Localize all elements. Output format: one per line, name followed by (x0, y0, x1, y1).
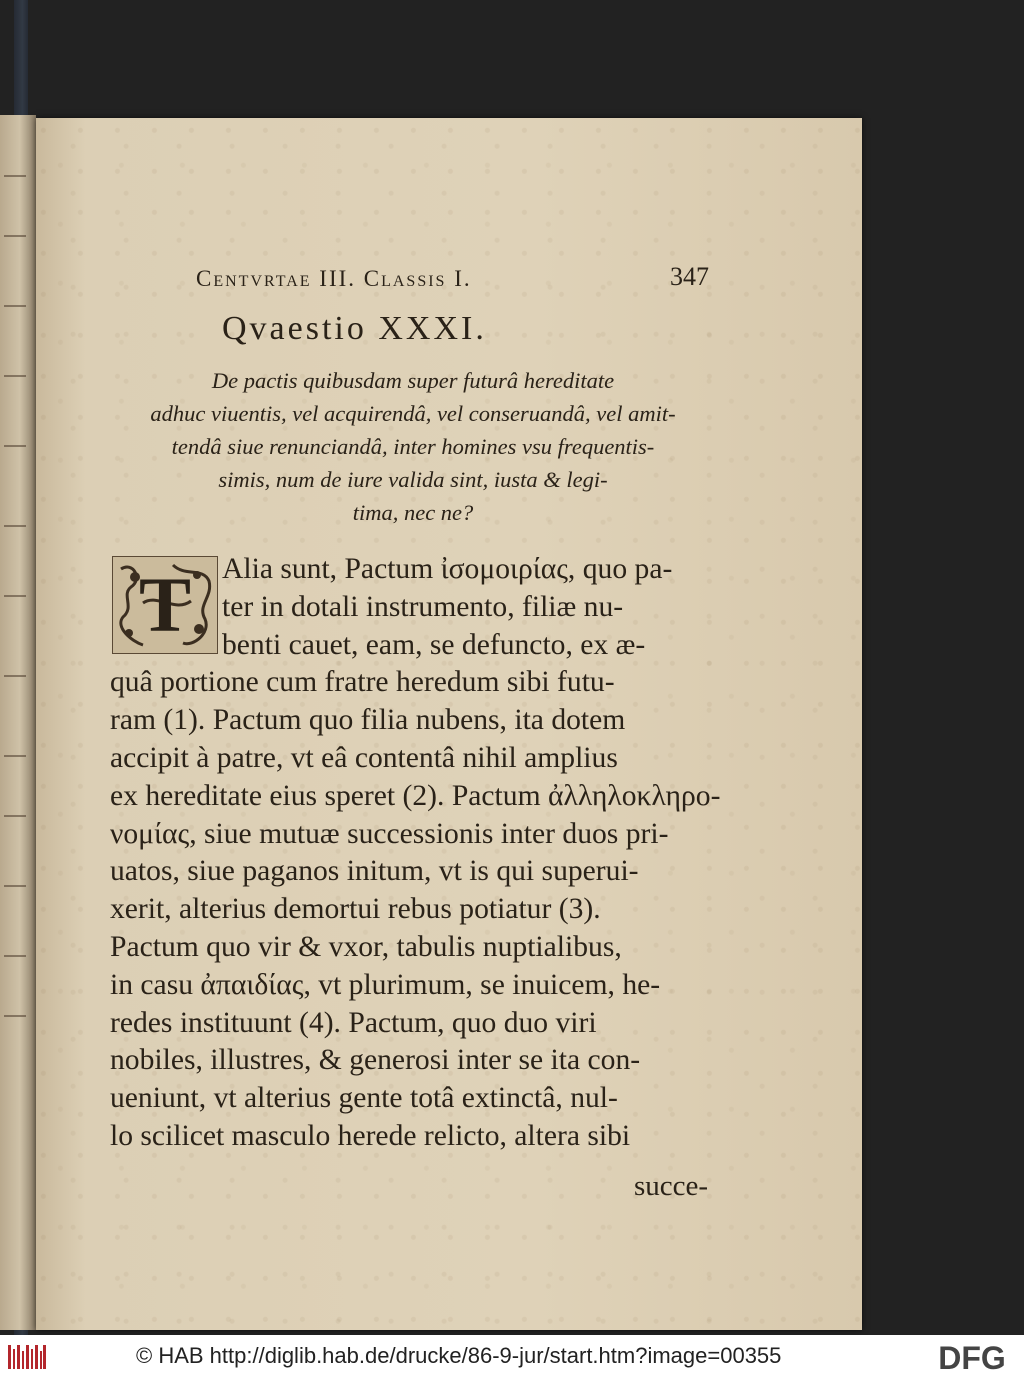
body-line: ex hereditate eius speret (2). Pactum ἀλληλοκληρο- (110, 779, 721, 812)
body-line: in casu ἀπαιδίας, vt plurimum, se inuicem, he- (110, 968, 661, 1001)
subtitle-line: simis, num de iure valida sint, iusta & legi- (218, 467, 608, 492)
body-line: ram (1). Pactum quo filia nubens, ita dotem (110, 704, 626, 737)
question-title: Qvaestio XXXI. (222, 310, 487, 347)
subtitle-line: tima, nec ne? (352, 500, 474, 525)
body-line: uatos, siue paganos initum, vt is qui superui- (110, 855, 639, 888)
body-line: redes instituunt (4). Pactum, quo duo viri (110, 1006, 597, 1039)
subtitle-line: adhuc viuentis, vel acquirendâ, vel conseruandâ, vel amit- (150, 401, 676, 426)
viewer-footer (0, 1335, 1024, 1378)
body-line: νομίας, siue mutuæ successionis inter duos pri- (110, 817, 669, 850)
body-line: accipit à patre, vt eâ contentâ nihil amplius (110, 741, 618, 774)
body-line: benti cauet, eam, se defuncto, ex æ- (222, 628, 646, 661)
body-line: xerit, alterius demortui rebus potiatur (3). (110, 893, 601, 926)
book-page (36, 118, 862, 1330)
dfg-logo-text: DFG (938, 1341, 1006, 1373)
page-number: 347 (670, 262, 709, 291)
subtitle-line: tendâ siue renunciandâ, inter homines vsu frequentis- (171, 434, 655, 459)
subtitle-line: De pactis quibusdam super futurâ hereditate (211, 368, 615, 393)
adjacent-page-edge (0, 115, 36, 1330)
body-line: ter in dotali instrumento, filiæ nu- (222, 590, 624, 623)
body-line: Pactum quo vir & vxor, tabulis nuptialibus, (110, 930, 622, 963)
running-head: Centvrtae III. Classis I. (196, 266, 472, 291)
dfg-logo-icon (926, 1341, 1018, 1373)
body-line: nobiles, illustres, & generosi inter se ita con- (110, 1044, 641, 1077)
body-line: quâ portione cum fratre heredum sibi futu- (110, 666, 615, 699)
footer-copyright-link[interactable]: © HAB http://diglib.hab.de/drucke/86-9-jur/start.htm?image=00355 (136, 1343, 782, 1368)
drop-cap-letter: T (138, 561, 192, 648)
body-line: ueniunt, vt alterius gente totâ extinctâ, nul- (110, 1082, 618, 1115)
body-line: lo scilicet masculo herede relicto, altera sibi (110, 1119, 631, 1152)
catchword: succe- (634, 1170, 709, 1202)
question-subtitle (98, 364, 728, 529)
body-line: Alia sunt, Pactum ἰσομοιρίας, quo pa- (222, 553, 673, 585)
hab-barcode-logo-icon (8, 1343, 46, 1371)
body-text (110, 551, 726, 1156)
